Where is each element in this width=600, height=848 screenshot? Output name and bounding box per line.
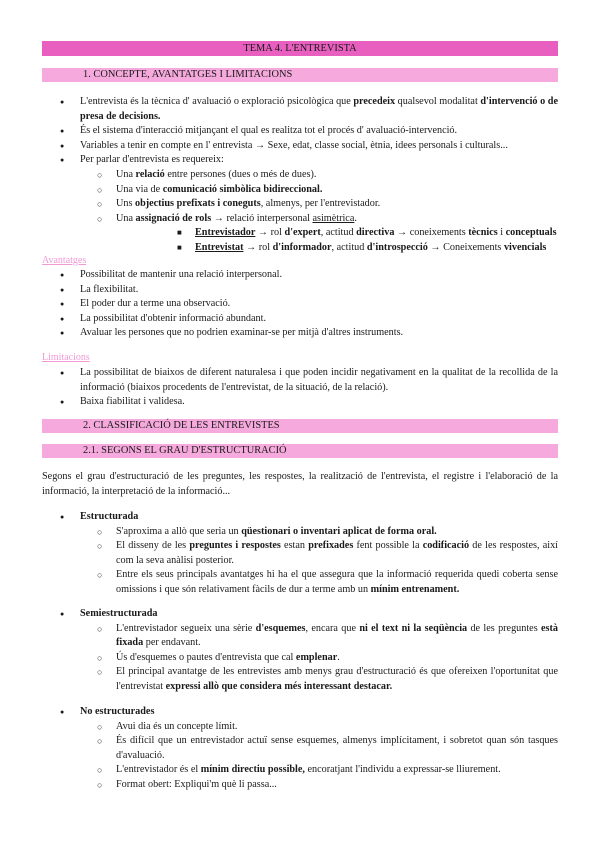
sub-sub-list-item: ■ Entrevistat → rol d'informador, actitud d'introspecció → Coneixements vivencials (42, 241, 558, 256)
section-1-list (42, 95, 558, 256)
subsection-heading-2-1: 2.1. SEGONS EL GRAU D'ESTRUCTURACIÓ (42, 444, 558, 458)
sub-list-item: ○ S'aproxima a allò que seria un qüestionari o inventari aplicat de forma oral. (42, 525, 558, 540)
list-item: ● Possibilitat de mantenir una relació interpersonal. (42, 268, 558, 283)
list-item: ● Avaluar les persones que no podrien examinar-se per mitjà d'altres instruments. (42, 326, 558, 341)
sub-list-item: ○ És difícil que un entrevistador actuï sense esquemes, almenys implícitament, i sobretot quan són tasques d'avaluació. (42, 734, 558, 763)
sub-list-item: ○ Uns objectius prefixats i coneguts, almenys, per l'entrevistador. (42, 197, 558, 212)
sub-list-item: ○ El principal avantatge de les entrevistes amb menys grau d'estructuració és que ofereixen l'oportunitat que l'entrevistat expressi allò que considera més interessant destacar. (42, 665, 558, 694)
sub-list-item: ○ Una relació entre persones (dues o més de dues). (42, 168, 558, 183)
document-title: TEMA 4. L'ENTREVISTA (42, 41, 558, 56)
section-heading-2: 2. CLASSIFICACIÓ DE LES ENTREVISTES (42, 419, 558, 433)
sub-list-item: ○ Format obert: Expliqui'm què li passa... (42, 778, 558, 793)
list-item: ● La possibilitat d'obtenir informació abundant. (42, 312, 558, 327)
no-estructurades-block (42, 705, 558, 793)
sub-list-item: ○ L'entrevistador és el mínim directiu possible, encoratjant l'individu a expressar-se lliurement. (42, 763, 558, 778)
limitacions-label: Limitacions (42, 352, 90, 363)
list-item: ● És el sistema d'interacció mitjançant el qual es realitza tot el procés d' avaluació-intervenció. (42, 124, 558, 139)
list-item: ● Estructurada (42, 510, 558, 525)
limitacions-list (42, 366, 558, 410)
avantatges-list (42, 268, 558, 341)
list-item: ● Semiestructurada (42, 607, 558, 622)
semiestructurada-block (42, 607, 558, 695)
section-2-intro: Segons el grau d'estructuració de les preguntes, les respostes, la realització de l'entrevista, el registre i l'elaboració de la informació, la interpretació de la informació... (42, 471, 558, 497)
sub-list-item: ○ Una via de comunicació simbòlica bidireccional. (42, 183, 558, 198)
sub-sub-list-item: ■ Entrevistador → rol d'expert, actitud directiva → coneixements tècnics i conceptuals (42, 226, 558, 241)
list-item: ● Variables a tenir en compte en l' entrevista → Sexe, edat, classe social, ètnia, idees personals i culturals... (42, 139, 558, 154)
sub-list-item: ○ Entre els seus principals avantatges hi ha el que assegura que la informació requerida quedi coberta sense omissions i que són relativament fàcils de dur a terme amb un mínim entrenament. (42, 568, 558, 597)
section-heading-1: 1. CONCEPTE, AVANTATGES I LIMITACIONS (42, 68, 558, 82)
estructurada-block (42, 510, 558, 598)
list-item: ● La possibilitat de biaixos de diferent naturalesa i que poden incidir negativament en la qualitat de la recollida de la informació (biaixos procedents de l'entrevistat, de la situació, de la relació). (42, 366, 558, 395)
sub-list-item: ○ El disseny de les preguntes i respostes estan prefixades fent possible la codificació de les respostes, així com la seva anàlisi posterior. (42, 539, 558, 568)
list-item: ● L'entrevista és la tècnica d' avaluació o exploració psicològica que precedeix qualsevol modalitat d'intervenció o de presa de decisions. (42, 95, 558, 124)
list-item: ● La flexibilitat. (42, 283, 558, 298)
list-item: ● Baixa fiabilitat i validesa. (42, 395, 558, 410)
list-item: ● El poder dur a terme una observació. (42, 297, 558, 312)
sub-list-item: ○ Una assignació de rols → relació interpersonal asimètrica. (42, 212, 558, 227)
sub-list-item: ○ Ús d'esquemes o pautes d'entrevista que cal emplenar. (42, 651, 558, 666)
list-item: ● No estructurades (42, 705, 558, 720)
list-item: ● Per parlar d'entrevista es requereix: (42, 153, 558, 168)
sub-list-item: ○ Avui dia és un concepte límit. (42, 720, 558, 735)
avantatges-label: Avantatges (42, 255, 87, 266)
sub-list-item: ○ L'entrevistador segueix una sèrie d'esquemes, encara que ni el text ni la seqüència de les preguntes està fixada per endavant. (42, 622, 558, 651)
